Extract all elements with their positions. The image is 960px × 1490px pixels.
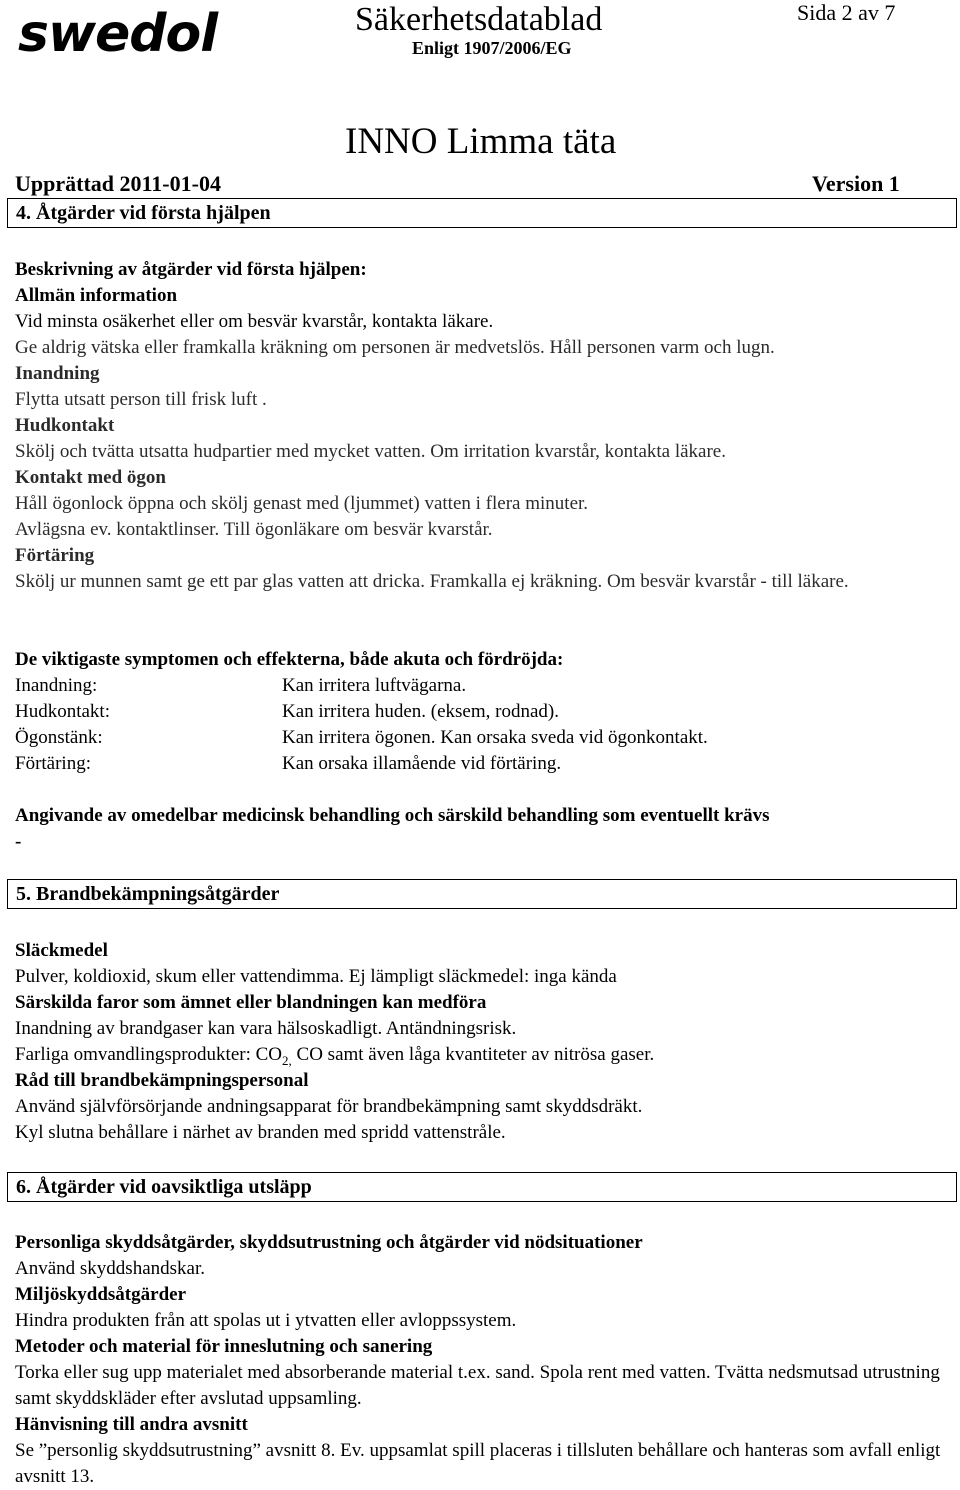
section-5-header	[7, 879, 957, 909]
symptom-value: Kan irritera ögonen. Kan orsaka sveda vid ögonkontakt.	[282, 727, 708, 748]
section-4-title: 4. Åtgärder vid första hjälpen	[16, 202, 271, 224]
symptom-value: Kan orsaka illamående vid förtäring.	[282, 753, 562, 774]
eye-contact-heading: Kontakt med ögon	[15, 467, 166, 488]
firefighter-advice-text-2: Kyl slutna behållare i närhet av branden med spridd vattenstråle.	[15, 1122, 506, 1143]
section-6-title: 6. Åtgärder vid oavsiktliga utsläpp	[16, 1176, 312, 1198]
environmental-precautions-text: Hindra produkten från att spolas ut i ytvatten eller avloppssystem.	[15, 1310, 517, 1331]
symptom-value: Kan irritera luftvägarna.	[282, 675, 467, 696]
hazards-subscript: 2,	[282, 1052, 292, 1068]
personal-precautions-heading: Personliga skyddsåtgärder, skyddsutrustning och åtgärder vid nödsituationer	[15, 1232, 643, 1253]
hazards-text-part-1: Farliga omvandlingsprodukter: CO	[15, 1044, 283, 1065]
symptom-label: Ögonstänk:	[15, 727, 103, 748]
ingestion-heading: Förtäring	[15, 545, 95, 566]
skin-contact-text: Skölj och tvätta utsatta hudpartier med mycket vatten. Om irritation kvarstår, kontakta läkare.	[15, 441, 726, 462]
containment-methods-text: Torka eller sug upp materialet med absorberande material t.ex. sand. Spola rent med vatten. Tvätta nedsmutsad utrustning samt skyddskläder efter avslutad uppsamling.	[15, 1362, 940, 1409]
special-hazards-text-1: Inandning av brandgaser kan vara hälsoskadligt. Antändningsrisk.	[15, 1018, 517, 1039]
eye-contact-text-1: Håll ögonlock öppna och skölj genast med (ljummet) vatten i flera minuter.	[15, 493, 589, 514]
containment-methods-heading: Metoder och material för inneslutning och sanering	[15, 1336, 433, 1357]
environmental-precautions-heading: Miljöskyddsåtgärder	[15, 1284, 186, 1305]
firefighter-advice-text-1: Använd självförsörjande andningsapparat för brandbekämpning samt skyddsdräkt.	[15, 1096, 643, 1117]
special-hazards-heading: Särskilda faror som ämnet eller blandningen kan medföra	[15, 992, 487, 1013]
extinguishing-media-text: Pulver, koldioxid, skum eller vattendimma. Ej lämpligt släckmedel: inga kända	[15, 966, 617, 987]
reference-heading: Hänvisning till andra avsnitt	[15, 1414, 248, 1435]
general-info-heading: Allmän information	[15, 285, 178, 306]
section-6-header	[7, 1172, 957, 1202]
document-subtitle: Enligt 1907/2006/EG	[412, 38, 572, 58]
symptom-label: Hudkontakt:	[15, 701, 110, 722]
created-date: Upprättad 2011-01-04	[15, 171, 221, 196]
general-info-text-2: Ge aldrig vätska eller framkalla kräkning om personen är medvetslös. Håll personen varm och lugn.	[15, 337, 775, 358]
symptom-value: Kan irritera huden. (eksem, rodnad).	[282, 701, 559, 722]
inhalation-text: Flytta utsatt person till frisk luft .	[15, 389, 267, 410]
eye-contact-text-2: Avlägsna ev. kontaktlinser. Till ögonläkare om besvär kvarstår.	[15, 519, 493, 540]
product-name: INNO Limma täta	[345, 121, 617, 162]
section-5-title: 5. Brandbekämpningsåtgärder	[16, 883, 280, 905]
skin-contact-heading: Hudkontakt	[15, 415, 115, 436]
symptoms-heading: De viktigaste symptomen och effekterna, både akuta och fördröjda:	[15, 649, 564, 670]
document-title: Säkerhetsdatablad	[355, 1, 603, 38]
company-logo: swedol	[18, 4, 218, 64]
hazards-text-part-2: CO samt även låga kvantiteter av nitrösa gaser.	[291, 1044, 655, 1065]
firefighter-advice-heading: Råd till brandbekämpningspersonal	[15, 1070, 309, 1091]
treatment-heading: Angivande av omedelbar medicinsk behandling och särskild behandling som eventuellt krävs	[15, 805, 770, 826]
extinguishing-media-heading: Släckmedel	[15, 940, 108, 961]
symptom-label: Inandning:	[15, 675, 98, 696]
general-info-text-1: Vid minsta osäkerhet eller om besvär kvarstår, kontakta läkare.	[15, 311, 494, 332]
version-label: Version 1	[812, 171, 900, 196]
inhalation-heading: Inandning	[15, 363, 100, 384]
symptom-label: Förtäring:	[15, 753, 91, 774]
section-4-header	[7, 198, 957, 228]
personal-precautions-text: Använd skyddshandskar.	[15, 1258, 205, 1279]
reference-text: Se ”personlig skyddsutrustning” avsnitt 8. Ev. uppsamlat spill placeras i tillsluten behållare och hanteras som avfall enligt avsnitt 13.	[15, 1440, 941, 1487]
treatment-text: -	[15, 831, 22, 852]
first-aid-heading: Beskrivning av åtgärder vid första hjälpen:	[15, 259, 367, 280]
page-number: Sida 2 av 7	[797, 0, 896, 25]
ingestion-text: Skölj ur munnen samt ge ett par glas vatten att dricka. Framkalla ej kräkning. Om besvär kvarstår - till läkare.	[15, 571, 849, 592]
